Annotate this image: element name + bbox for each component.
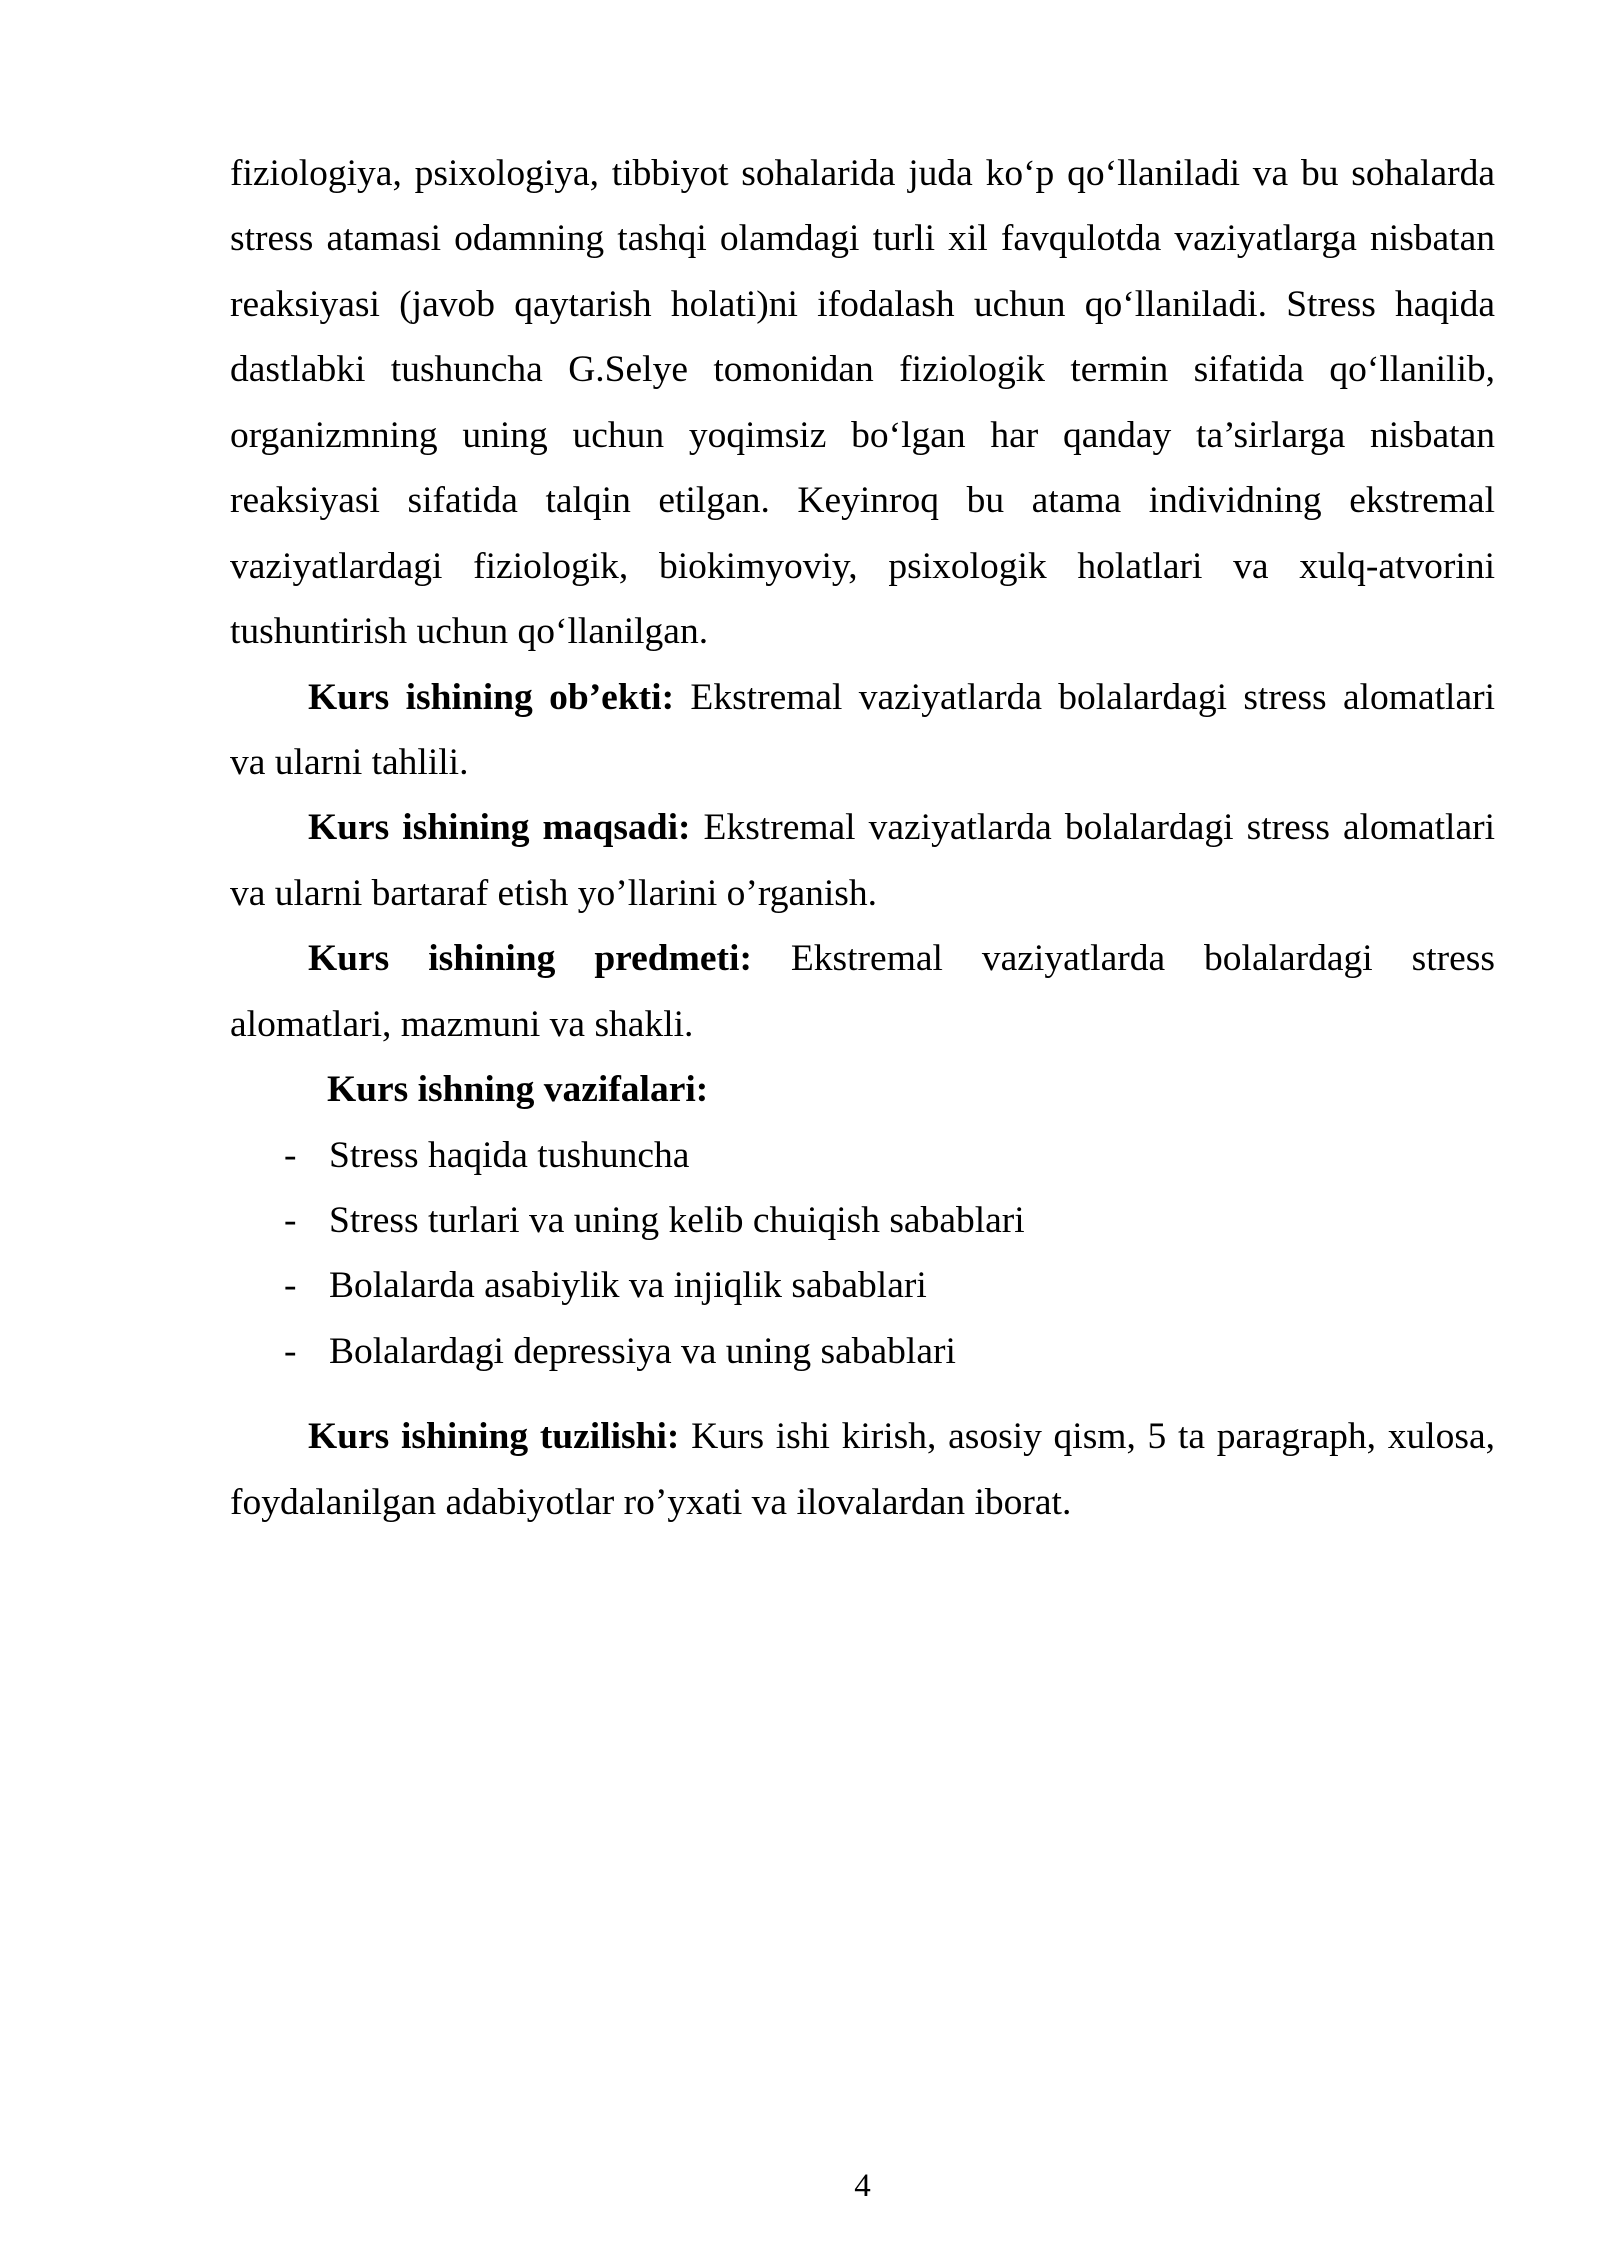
- intro-line: reaksiyasi sifatida talqin etilgan. Keyinroq bu atama individning ekstremal: [230, 480, 1495, 522]
- tasks-heading: Kurs ishning vazifalari:: [327, 1069, 709, 1111]
- goal-label: Kurs ishining maqsadi:: [308, 807, 691, 849]
- intro-line: tushuntirish uchun qo‘llanilgan.: [230, 611, 709, 653]
- intro-line: organizmning uning uchun yoqimsiz bo‘lgan har qanday ta’sirlarga nisbatan: [230, 414, 1495, 456]
- document-body: [230, 141, 1495, 1535]
- subject-paragraph-first-line: [230, 926, 1495, 991]
- list-item: [230, 1253, 1495, 1318]
- subject-text: Ekstremal vaziyatlarda bolalardagi stress: [790, 938, 1495, 980]
- object-paragraph-first-line: [230, 665, 1495, 730]
- subject-text-line: alomatlari, mazmuni va shakli.: [230, 1003, 694, 1045]
- page-number: 4: [854, 2168, 871, 2204]
- object-label: Kurs ishining ob’ekti:: [308, 676, 675, 718]
- intro-line: dastlabki tushuncha G.Selye tomonidan fiziologik termin sifatida qo‘llanilib,: [230, 349, 1495, 391]
- object-text-line: va ularni tahlili.: [230, 741, 469, 783]
- intro-line: stress atamasi odamning tashqi olamdagi turli xil favqulotda vaziyatlarga nisbatan: [230, 218, 1495, 260]
- object-text: Ekstremal vaziyatlarda bolalardagi stress alomatlari: [690, 676, 1495, 718]
- list-item-text: Bolalardagi depressiya va uning sabablari: [329, 1330, 956, 1372]
- structure-text-line: foydalanilgan adabiyotlar ro’yxati va ilovalardan iborat.: [230, 1481, 1072, 1523]
- intro-line: reaksiyasi (javob qaytarish holati)ni ifodalash uchun qo‘llaniladi. Stress haqida: [230, 283, 1495, 325]
- list-marker: -: [284, 1134, 297, 1176]
- goal-text-line: va ularni bartaraf etish yo’llarini o’rganish.: [230, 872, 878, 914]
- goal-text: Ekstremal vaziyatlarda bolalardagi stress alomatlari: [703, 807, 1495, 849]
- goal-paragraph-first-line: [230, 795, 1495, 860]
- list-marker: -: [284, 1330, 297, 1372]
- list-item: [230, 1123, 1495, 1188]
- list-item: [230, 1319, 1495, 1384]
- list-item: [230, 1188, 1495, 1253]
- list-item-text: Bolalarda asabiylik va injiqlik sabablari: [329, 1265, 927, 1307]
- subject-label: Kurs ishining predmeti:: [308, 938, 752, 980]
- list-item-text: Stress haqida tushuncha: [329, 1134, 690, 1176]
- structure-paragraph-first-line: [230, 1404, 1495, 1469]
- list-marker: -: [284, 1200, 297, 1241]
- list-item-text: Stress turlari va uning kelib chuiqish sabablari: [329, 1200, 1025, 1241]
- structure-text: Kurs ishi kirish, asosiy qism, 5 ta paragraph, xulosa,: [691, 1416, 1496, 1458]
- intro-line: fiziologiya, psixologiya, tibbiyot sohalarida juda ko‘p qo‘llaniladi va bu sohalarda: [230, 153, 1495, 194]
- intro-line: vaziyatlardagi fiziologik, biokimyoviy, psixologik holatlari va xulq-atvorini: [230, 545, 1495, 587]
- structure-label: Kurs ishining tuzilishi:: [308, 1416, 680, 1458]
- list-marker: -: [284, 1265, 297, 1307]
